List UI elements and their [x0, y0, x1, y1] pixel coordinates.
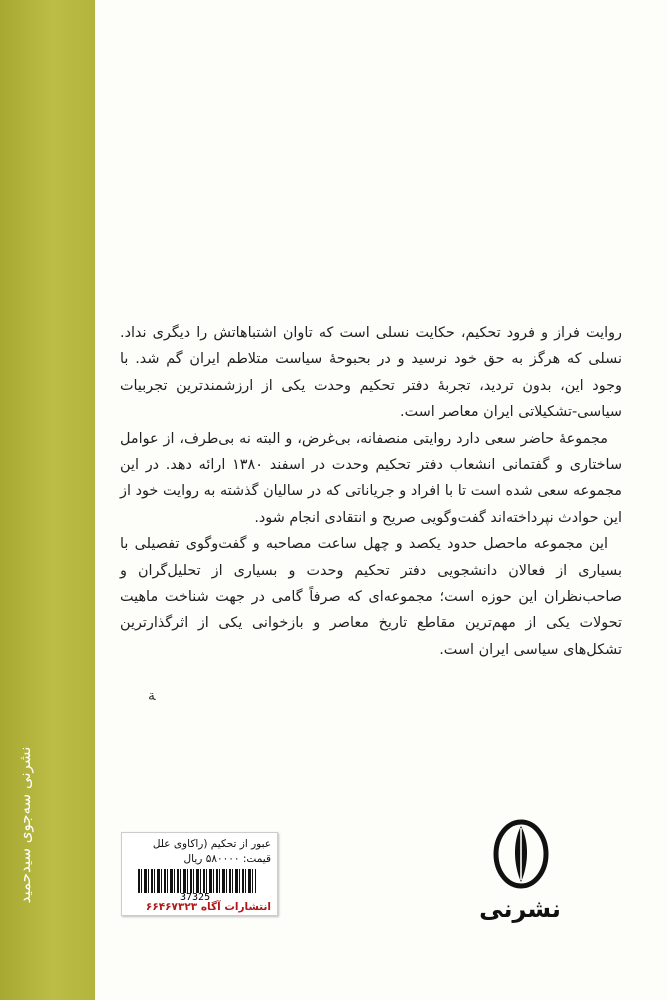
back-cover-blurb — [120, 320, 622, 663]
barcode — [138, 869, 256, 893]
price-sticker-title: عبور از تحکیم (راکاوی علل — [152, 838, 271, 850]
blurb-paragraph-1: روایت فراز و فرود تحکیم، حکایت نسلی است که تاوان اشتباهاتش را دیگری نداد. نسلی که هرگز به حق خود نرسید و در بحبوحهٔ سیاست متلاطم ایران گم شد. با وجود این، بدون تردید، تجربهٔ دفتر تحکیم وحدت یکی از ارزشمندترین تجربیات سیاسی-تشکیلاتی ایران معاصر است. — [120, 325, 622, 421]
spine-label: نشرنی سه‌جوی سیدحمید — [16, 746, 34, 904]
publisher-logo-icon — [492, 818, 550, 890]
barcode-number: 37325 — [180, 892, 211, 903]
blurb-paragraph-2: مجموعهٔ حاضر سعی دارد روایتی منصفانه، بی‌غرض، و البته نه بی‌طرف، از عوامل ساختاری و گفتمانی انشعاب دفتر تحکیم وحدت در اسفند ۱۳۸۰ ارائه دهد. در این مجموعه سعی شده است تا با افراد و جریاناتی که در سالیان گذشته به روایت خود از این حوادث نپرداخته‌اند گفت‌وگویی صریح و انتقادی انجام شود. — [120, 430, 623, 526]
price-sticker-price: قیمت: ۵۸۰۰۰۰ ریال — [183, 853, 271, 865]
price-sticker — [121, 832, 278, 916]
book-spine — [0, 0, 95, 1000]
publisher-logo-text: نشرنی — [479, 895, 561, 923]
blurb-paragraph-3: این مجموعه ماحصل حدود یکصد و چهل ساعت مصاحبه و گفت‌وگوی تفصیلی با بسیاری از فعالان دانشجویی دفتر تحکیم وحدت و بسیاری از تحلیل‌گران و صاحب‌نظران این حوزه است؛ مجموعه‌ای که صرفاً گامی در جهت شناخت ماهیت تحولات یکی از مهم‌ترین مقاطع تاریخ معاصر و بازخوانی یکی از اثرگذارترین تشکل‌های سیاسی ایران است. — [120, 536, 622, 658]
price-sticker-publisher: انتشارات آگاه ۶۶۴۶۷۳۲۳ — [145, 901, 271, 913]
section-separator: ﺔ — [148, 688, 156, 704]
